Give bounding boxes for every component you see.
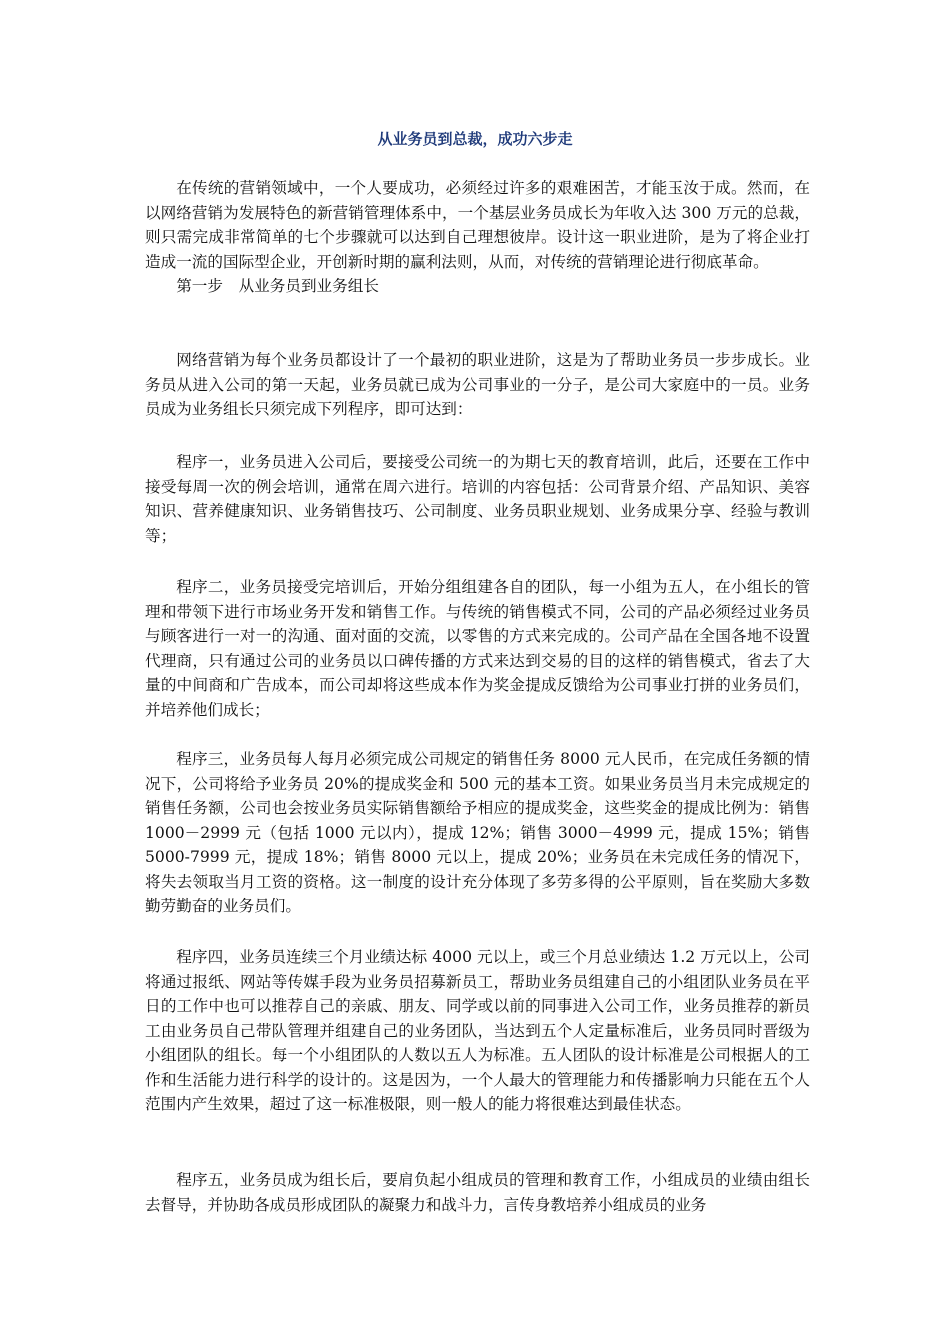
procedure2-block: [145, 575, 810, 722]
step1-intro-paragraph: 网络营销为每个业务员都设计了一个最初的职业进阶，这是为了帮助业务员一步步成长。业务员从进入公司的第一天起，业务员就已成为公司事业的一分子，是公司大家庭中的一员。业务员成为业务组长只须完成下列程序，即可达到：: [145, 351, 810, 418]
procedure3-block: [145, 747, 810, 919]
procedure1-paragraph: 程序一，业务员进入公司后，要接受公司统一的为期七天的教育培训，此后，还要在工作中接受每周一次的例会培训，通常在周六进行。培训的内容包括：公司背景介绍、产品知识、美容知识、营养健康知识、业务销售技巧、公司制度、业务员职业规划、业务成果分享、经验与教训等；: [145, 453, 810, 545]
procedure4-block: [145, 945, 810, 1117]
procedure5-paragraph: 程序五，业务员成为组长后，要肩负起小组成员的管理和教育工作，小组成员的业绩由组长去督导，并协助各成员形成团队的凝聚力和战斗力，言传身教培养小组成员的业务: [145, 1171, 810, 1214]
procedure1-block: [145, 450, 810, 548]
procedure5-block: [145, 1168, 810, 1217]
procedure4-paragraph: 程序四，业务员连续三个月业绩达标 4000 元以上，或三个月总业绩达 1.2 万元以上，公司将通过报纸、网站等传媒手段为业务员招募新员工，帮助业务员组建自己的小组团队业务员在平日的工作中也可以推荐自己的亲戚、朋友、同学或以前的同事进入公司工作，业务员推荐的新员工由业务员自己带队管理并组建自己的业务团队，当达到五个人定量标准后，业务员同时晋级为小组团队的组长。每一个小组团队的人数以五人为标准。五人团队的设计标准是公司根据人的工作和生活能力进行科学的设计的。这是因为，一个人最大的管理能力和传播影响力只能在五个人范围内产生效果，超过了这一标准极限，则一般人的能力将很难达到最佳状态。: [145, 948, 810, 1113]
document-title: 从业务员到总裁，成功六步走: [377, 130, 573, 148]
intro-block: [145, 176, 810, 299]
procedure3-paragraph: 程序三，业务员每人每月必须完成公司规定的销售任务 8000 元人民币，在完成任务额的情况下，公司将给予业务员 20%的提成奖金和 500 元的基本工资。如果业务员当月未完成规定的销售任务额，公司也会按业务员实际销售额给予相应的提成奖金，这些奖金的提成比例为：销售 1000－2999 元（包括 1000 元以内），提成 12%；销售 3000－4999 元，提成 15%；销售 5000-7999 元，提成 18%；销售 8000 元以上，提成 20%；业务员在未完成任务的情况下，将失去领取当月工资的资格。这一制度的设计充分体现了多劳多得的公平原则，旨在奖励大多数勤劳勤奋的业务员们。: [145, 750, 810, 915]
intro-paragraph: 在传统的营销领域中，一个人要成功，必须经过许多的艰难困苦，才能玉汝于成。然而，在以网络营销为发展特色的新营销管理体系中，一个基层业务员成长为年收入达 300 万元的总裁，则只需完成非常简单的七个步骤就可以达到自己理想彼岸。设计这一职业进阶，是为了将企业打造成一流的国际型企业，开创新时期的赢利法则，从而，对传统的营销理论进行彻底革命。: [145, 179, 810, 271]
step1-intro-block: [145, 348, 810, 422]
step1-heading: 第一步 从业务员到业务组长: [176, 277, 379, 295]
procedure2-paragraph: 程序二，业务员接受完培训后，开始分组组建各自的团队，每一小组为五人，在小组长的管理和带领下进行市场业务开发和销售工作。与传统的销售模式不同，公司的产品必须经过业务员与顾客进行一对一的沟通、面对面的交流，以零售的方式来完成的。公司产品在全国各地不设置代理商，只有通过公司的业务员以口碑传播的方式来达到交易的目的这样的销售模式，省去了大量的中间商和广告成本，而公司却将这些成本作为奖金提成反馈给为公司事业打拼的业务员们，并培养他们成长；: [145, 578, 810, 719]
